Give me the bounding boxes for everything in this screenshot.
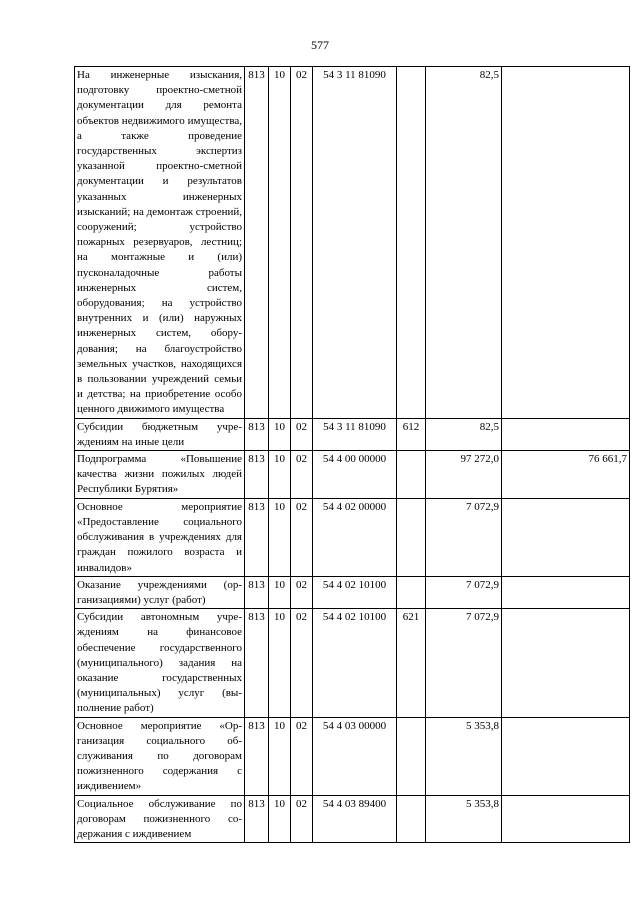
table-row	[75, 609, 630, 717]
row-name: Социальное обслуживание по договорам пожизненного содержания с иждивением	[75, 795, 245, 843]
target-item-code: 54 4 03 89400	[313, 795, 397, 843]
target-item-code: 54 4 02 10100	[313, 609, 397, 717]
amount-1: 7 072,9	[426, 498, 502, 576]
section-code: 10	[269, 67, 291, 419]
section-code: 10	[269, 418, 291, 450]
row-name: Оказание учреждениями (организациями) услуг (работ)	[75, 576, 245, 608]
amount-2	[502, 795, 630, 843]
amount-1: 82,5	[426, 418, 502, 450]
subsection-code: 02	[291, 717, 313, 795]
amount-2	[502, 609, 630, 717]
subsection-code: 02	[291, 795, 313, 843]
expense-type-code	[397, 451, 426, 499]
table-row	[75, 795, 630, 843]
amount-1: 7 072,9	[426, 576, 502, 608]
page-number: 577	[311, 38, 329, 52]
row-name: Основное мероприятие «Организация социального обслуживания по договорам пожизненного содержания с иждивением»	[75, 717, 245, 795]
amount-1: 82,5	[426, 67, 502, 419]
subsection-code: 02	[291, 451, 313, 499]
table-row	[75, 717, 630, 795]
expense-type-code: 612	[397, 418, 426, 450]
expense-type-code	[397, 498, 426, 576]
amount-1: 5 353,8	[426, 795, 502, 843]
row-name: Субсидии бюджетным учреждениям на иные цели	[75, 418, 245, 450]
section-code: 10	[269, 609, 291, 717]
target-item-code: 54 4 02 10100	[313, 576, 397, 608]
section-code: 10	[269, 451, 291, 499]
table-row	[75, 67, 630, 419]
amount-2: 76 661,7	[502, 451, 630, 499]
section-code: 10	[269, 576, 291, 608]
section-code: 10	[269, 795, 291, 843]
target-item-code: 54 3 11 81090	[313, 418, 397, 450]
row-name: На инженерные изыскания, подготовку проектно-сметной документации для ремонта объектов недвижимого имущества, а также проведение государственных экспертиз указанной проектно-сметной документации и результатов указанных инженерных изысканий; на демонтаж строений, сооружений; устройство пожарных резервуаров, лестниц; на монтажные и (или) пусконаладочные работы инженерных систем, оборудования; на устройство внутренних и (или) наружных инженерных систем, оборудования; на благоустройство земельных участков, находящихся в пользовании учреждений семьи и детства; на приобретение особо ценного движимого имущества	[75, 67, 245, 419]
grbs-code: 813	[245, 576, 269, 608]
subsection-code: 02	[291, 498, 313, 576]
expense-type-code	[397, 576, 426, 608]
grbs-code: 813	[245, 609, 269, 717]
amount-2	[502, 418, 630, 450]
expense-type-code	[397, 67, 426, 419]
row-name: Подпрограмма «Повышение качества жизни пожилых людей Республики Бурятия»	[75, 451, 245, 499]
row-name: Основное мероприятие «Предоставление социального обслуживания в учреждениях для граждан пожилого возраста и инвалидов»	[75, 498, 245, 576]
target-item-code: 54 4 00 00000	[313, 451, 397, 499]
grbs-code: 813	[245, 795, 269, 843]
grbs-code: 813	[245, 418, 269, 450]
table-row	[75, 498, 630, 576]
amount-2	[502, 498, 630, 576]
grbs-code: 813	[245, 717, 269, 795]
table-row	[75, 418, 630, 450]
subsection-code: 02	[291, 609, 313, 717]
amount-2	[502, 576, 630, 608]
section-code: 10	[269, 498, 291, 576]
amount-1: 7 072,9	[426, 609, 502, 717]
table-row	[75, 451, 630, 499]
row-name: Субсидии автономным учреждениям на финансовое обеспечение государственного (муниципального) задания на оказание государственных (муниципальных) услуг (выполнение работ)	[75, 609, 245, 717]
expense-type-code	[397, 717, 426, 795]
subsection-code: 02	[291, 67, 313, 419]
subsection-code: 02	[291, 576, 313, 608]
target-item-code: 54 4 03 00000	[313, 717, 397, 795]
amount-1: 97 272,0	[426, 451, 502, 499]
budget-table	[74, 66, 630, 843]
subsection-code: 02	[291, 418, 313, 450]
amount-2	[502, 717, 630, 795]
expense-type-code	[397, 795, 426, 843]
target-item-code: 54 4 02 00000	[313, 498, 397, 576]
amount-1: 5 353,8	[426, 717, 502, 795]
grbs-code: 813	[245, 498, 269, 576]
grbs-code: 813	[245, 67, 269, 419]
section-code: 10	[269, 717, 291, 795]
table-row	[75, 576, 630, 608]
grbs-code: 813	[245, 451, 269, 499]
target-item-code: 54 3 11 81090	[313, 67, 397, 419]
amount-2	[502, 67, 630, 419]
expense-type-code: 621	[397, 609, 426, 717]
